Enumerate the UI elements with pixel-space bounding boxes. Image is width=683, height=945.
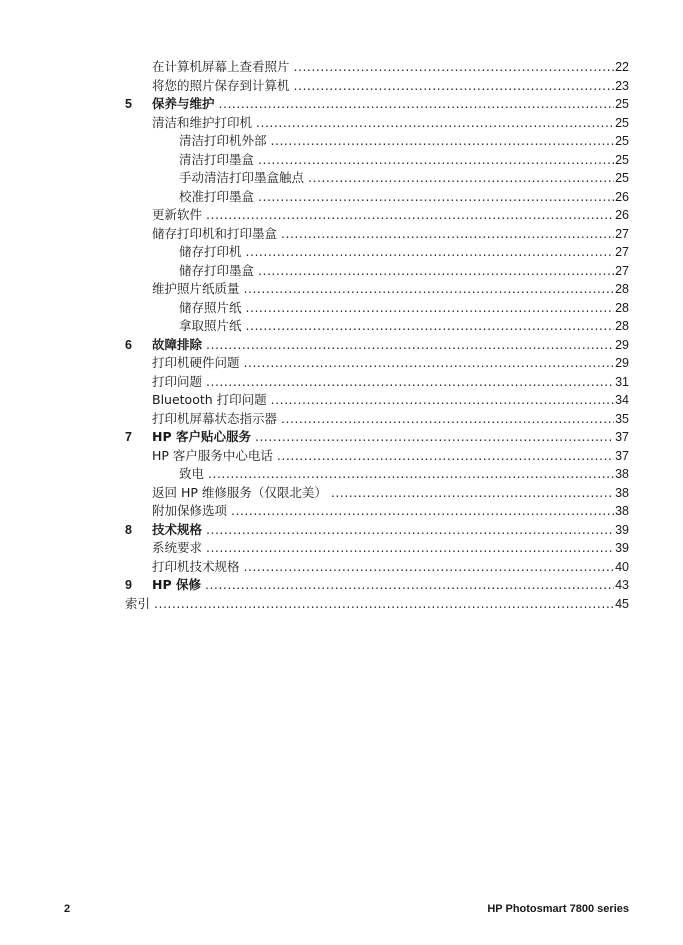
toc-entry[interactable] <box>152 576 629 595</box>
toc-entry-label: HP 客户服务中心电话 <box>152 447 273 463</box>
toc-entry[interactable] <box>152 225 629 244</box>
toc-entry-page: 28 <box>615 300 629 315</box>
toc-entry[interactable] <box>152 354 629 373</box>
toc-entry[interactable] <box>152 484 629 503</box>
toc-row <box>0 576 683 595</box>
toc-entry-page: 23 <box>615 78 629 93</box>
toc-row <box>0 391 683 410</box>
toc-row <box>0 484 683 503</box>
dot-leader <box>281 225 614 244</box>
table-of-contents <box>0 58 683 613</box>
toc-entry-label: 打印机屏幕状态指示器 <box>152 410 278 426</box>
toc-entry-label: 储存打印机 <box>179 244 242 259</box>
dot-leader <box>256 114 614 133</box>
toc-entry-label: HP 客户贴心服务 <box>152 429 251 444</box>
toc-row <box>0 262 683 281</box>
toc-entry-page: 28 <box>615 319 629 333</box>
toc-entry-label: 返回 HP 维修服务（仅限北美） <box>152 484 327 500</box>
toc-entry[interactable] <box>179 169 629 188</box>
toc-row <box>0 243 683 262</box>
toc-entry-page: 27 <box>615 245 629 259</box>
toc-entry-page: 37 <box>615 448 629 463</box>
toc-entry[interactable] <box>152 373 629 392</box>
dot-leader <box>244 354 615 373</box>
dot-leader <box>244 558 615 577</box>
toc-row <box>0 558 683 577</box>
toc-entry-page: 40 <box>615 559 629 574</box>
toc-entry-label: 储存打印墨盒 <box>179 262 255 278</box>
toc-entry-label: 校准打印墨盒 <box>179 188 255 204</box>
dot-leader <box>206 539 614 558</box>
toc-entry-label: 维护照片纸质量 <box>152 281 240 296</box>
toc-entry[interactable] <box>179 299 629 318</box>
toc-entry[interactable] <box>179 151 629 170</box>
dot-leader <box>246 299 615 318</box>
dot-leader <box>281 410 614 429</box>
toc-entry[interactable] <box>179 188 629 207</box>
toc-entry[interactable] <box>152 391 629 410</box>
dot-leader <box>308 169 614 188</box>
toc-row <box>0 428 683 447</box>
toc-row <box>0 373 683 392</box>
dot-leader <box>246 243 615 262</box>
dot-leader <box>244 280 615 299</box>
toc-entry-page: 27 <box>615 226 629 241</box>
dot-leader <box>255 428 614 447</box>
toc-entry-label: 储存照片纸 <box>179 299 242 315</box>
dot-leader <box>206 373 614 392</box>
toc-entry[interactable] <box>152 336 629 355</box>
toc-entry[interactable] <box>179 132 629 151</box>
toc-entry-label: 手动清洁打印墨盒触点 <box>179 170 305 185</box>
toc-entry[interactable] <box>152 502 629 521</box>
toc-row <box>0 539 683 558</box>
dot-leader <box>271 391 614 410</box>
toc-entry-page: 35 <box>615 411 629 426</box>
toc-entry[interactable] <box>179 465 629 484</box>
toc-entry[interactable] <box>152 428 629 447</box>
toc-entry-page: 22 <box>615 60 629 74</box>
toc-entry-page: 34 <box>615 393 629 407</box>
chapter-number: 9 <box>125 578 132 592</box>
toc-entry-label: 打印机硬件问题 <box>152 355 240 370</box>
dot-leader <box>208 465 614 484</box>
toc-entry-page: 29 <box>615 337 629 352</box>
toc-entry-label: 清洁打印机外部 <box>179 133 267 148</box>
toc-entry-page: 38 <box>615 485 629 500</box>
toc-entry-label: 在计算机屏幕上查看照片 <box>152 59 290 74</box>
dot-leader <box>271 132 615 151</box>
toc-entry[interactable] <box>152 95 629 114</box>
toc-row <box>0 151 683 170</box>
toc-entry-page: 26 <box>615 208 629 222</box>
toc-row <box>0 465 683 484</box>
toc-row <box>0 132 683 151</box>
toc-entry-label: 更新软件 <box>152 207 203 222</box>
toc-entry[interactable] <box>152 539 629 558</box>
dot-leader <box>331 484 614 503</box>
toc-entry[interactable] <box>152 558 629 577</box>
toc-entry-label: 将您的照片保存到计算机 <box>152 77 290 93</box>
toc-entry-page: 27 <box>615 263 629 278</box>
toc-entry[interactable] <box>179 243 629 262</box>
chapter-number: 8 <box>125 522 132 537</box>
dot-leader <box>294 58 615 77</box>
dot-leader <box>154 595 614 614</box>
toc-entry-page: 25 <box>615 97 629 111</box>
toc-row <box>0 58 683 77</box>
toc-entry[interactable] <box>152 77 629 96</box>
toc-row <box>0 188 683 207</box>
toc-entry-label: 故障排除 <box>152 336 203 352</box>
toc-entry[interactable] <box>152 447 629 466</box>
toc-row <box>0 336 683 355</box>
toc-entry-label: 索引 <box>125 595 151 611</box>
toc-entry-page: 25 <box>615 134 629 148</box>
toc-entry-label: 拿取照片纸 <box>179 318 242 333</box>
toc-entry-label: 保养与维护 <box>152 96 215 111</box>
toc-row <box>0 299 683 318</box>
dot-leader <box>258 188 614 207</box>
dot-leader <box>205 576 614 595</box>
toc-entry[interactable] <box>179 262 629 281</box>
toc-row <box>0 77 683 96</box>
chapter-number: 6 <box>125 337 132 352</box>
toc-entry-label: Bluetooth 打印问题 <box>152 392 267 407</box>
toc-entry-page: 39 <box>615 541 629 555</box>
toc-row <box>0 114 683 133</box>
toc-entry-page: 25 <box>615 171 629 185</box>
toc-entry-page: 43 <box>615 578 629 592</box>
toc-row <box>0 410 683 429</box>
toc-entry-page: 28 <box>615 282 629 296</box>
toc-entry[interactable] <box>152 521 629 540</box>
toc-entry-page: 38 <box>615 504 629 518</box>
toc-entry-label: HP 保修 <box>152 577 201 592</box>
dot-leader <box>258 151 614 170</box>
footer-product-name: HP Photosmart 7800 series <box>487 903 629 915</box>
toc-row <box>0 206 683 225</box>
dot-leader <box>246 317 615 336</box>
toc-row <box>0 169 683 188</box>
toc-entry[interactable] <box>179 317 629 336</box>
toc-entry-page: 25 <box>615 115 629 130</box>
toc-entry-label: 储存打印机和打印墨盒 <box>152 225 278 241</box>
toc-entry-page: 31 <box>615 374 629 389</box>
dot-leader <box>277 447 614 466</box>
toc-row <box>0 225 683 244</box>
toc-row <box>0 354 683 373</box>
toc-entry[interactable] <box>152 114 629 133</box>
dot-leader <box>231 502 614 521</box>
toc-entry-label: 技术规格 <box>152 521 203 537</box>
toc-entry-label: 系统要求 <box>152 540 203 555</box>
toc-entry-page: 26 <box>615 189 629 204</box>
toc-entry-page: 39 <box>615 522 629 537</box>
footer-page-number: 2 <box>64 903 71 915</box>
dot-leader <box>206 336 614 355</box>
dot-leader <box>206 206 614 225</box>
toc-entry-label: 打印机技术规格 <box>152 558 240 574</box>
chapter-number: 7 <box>125 430 132 444</box>
toc-entry-page: 25 <box>615 152 629 167</box>
toc-entry-label: 清洁和维护打印机 <box>152 114 253 130</box>
toc-entry-label: 附加保修选项 <box>152 503 228 518</box>
toc-entry-page: 38 <box>615 467 629 481</box>
toc-entry-page: 45 <box>615 596 629 611</box>
dot-leader <box>294 77 615 96</box>
toc-entry[interactable] <box>152 206 629 225</box>
dot-leader <box>258 262 614 281</box>
toc-entry-page: 37 <box>615 430 629 444</box>
dot-leader <box>206 521 614 540</box>
toc-entry[interactable] <box>152 58 629 77</box>
toc-row <box>0 95 683 114</box>
toc-entry[interactable] <box>152 280 629 299</box>
toc-entry[interactable] <box>152 410 629 429</box>
toc-entry-page: 29 <box>615 356 629 370</box>
dot-leader <box>219 95 615 114</box>
toc-row <box>0 595 683 614</box>
toc-row <box>0 502 683 521</box>
toc-entry-label: 致电 <box>179 466 205 481</box>
toc-row <box>0 447 683 466</box>
toc-entry-label: 打印问题 <box>152 373 203 389</box>
toc-row <box>0 521 683 540</box>
toc-entry[interactable] <box>125 595 629 614</box>
toc-row <box>0 317 683 336</box>
toc-row <box>0 280 683 299</box>
page-footer <box>0 903 683 917</box>
toc-entry-label: 清洁打印墨盒 <box>179 151 255 167</box>
chapter-number: 5 <box>125 97 132 111</box>
